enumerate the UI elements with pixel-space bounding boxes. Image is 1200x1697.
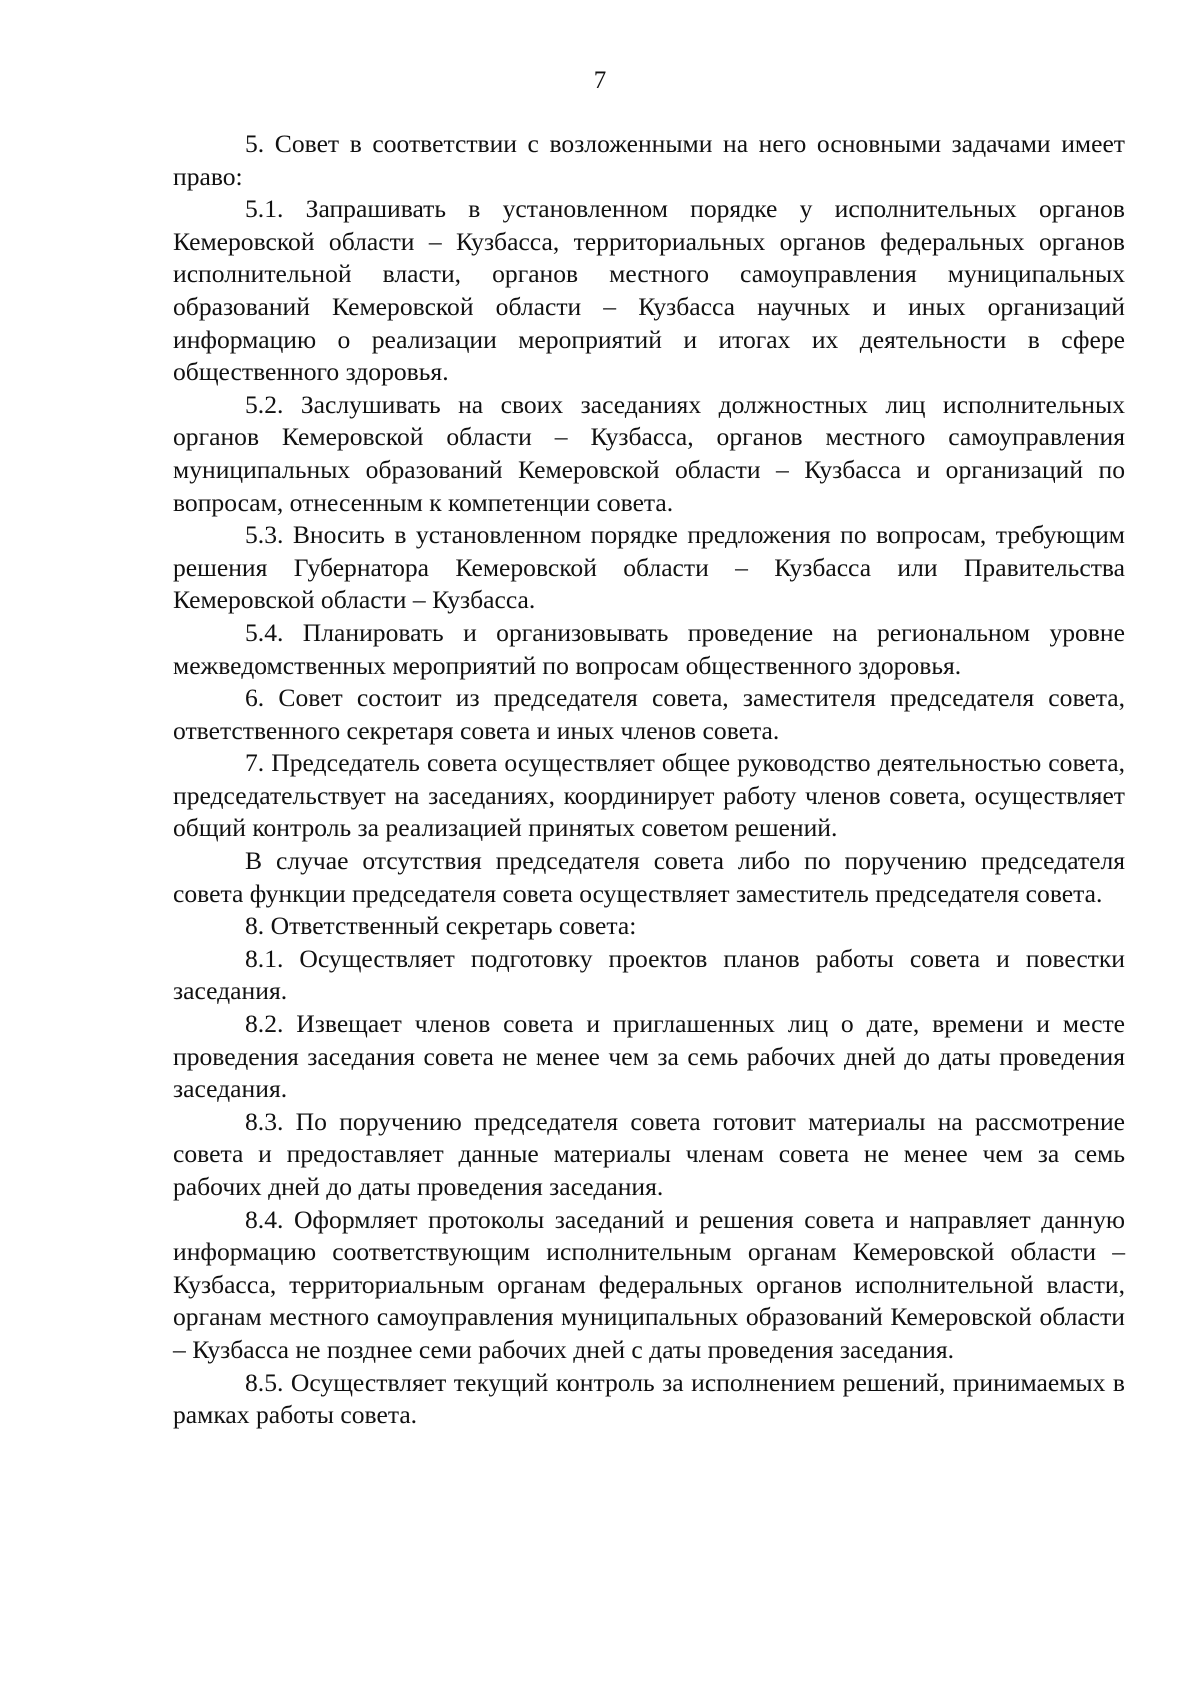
paragraph-8: 8. Ответственный секретарь совета: <box>245 911 637 941</box>
paragraph-7: 7. Председатель совета осуществляет общее руководство деятельностью совета, председательствует на заседаниях, координирует работу членов совета, осуществляет общий контроль за реализацией принятых советом решений. <box>173 748 1125 843</box>
paragraph-8-2: 8.2. Извещает членов совета и приглашенных лиц о дате, времени и месте проведения заседания совета не менее чем за семь рабочих дней до даты проведения заседания. <box>173 1009 1125 1104</box>
paragraph-8-1: 8.1. Осуществляет подготовку проектов планов работы совета и повестки заседания. <box>173 943 1125 1006</box>
paragraph-5-4: 5.4. Планировать и организовывать проведение на региональном уровне межведомственных мероприятий по вопросам общественного здоровья. <box>173 617 1125 680</box>
document-body <box>173 128 1125 1432</box>
paragraph-8-4: 8.4. Оформляет протоколы заседаний и решения совета и направляет данную информацию соответствующим исполнительным органам Кемеровской области – Кузбасса, территориальным органам федеральных органов исполнительной власти, органам местного самоуправления муниципальных образований Кемеровской области – Кузбасса не позднее семи рабочих дней с даты проведения заседания. <box>173 1204 1125 1364</box>
paragraph-5-2: 5.2. Заслушивать на своих заседаниях должностных лиц исполнительных органов Кемеровской области – Кузбасса, органов местного самоуправления муниципальных образований Кемеровской области – Кузбасса и организаций по вопросам, отнесенным к компетенции совета. <box>173 389 1125 517</box>
paragraph-7-absence: В случае отсутствия председателя совета либо по поручению председателя совета функции председателя совета осуществляет заместитель председателя совета. <box>173 846 1125 908</box>
paragraph-5-1: 5.1. Запрашивать в установленном порядке у исполнительных органов Кемеровской области – Кузбасса, территориальных органов федеральных органов исполнительной власти, органов местного самоуправления муниципальных образований Кемеровской области – Кузбасса научных и иных организаций информацию о реализации мероприятий и итогах их деятельности в сфере общественного здоровья. <box>173 194 1125 387</box>
paragraph-5-3: 5.3. Вносить в установленном порядке предложения по вопросам, требующим решения Губернатора Кемеровской области – Кузбасса или Правительства Кемеровской области – Кузбасса. <box>173 520 1125 615</box>
paragraph-8-3: 8.3. По поручению председателя совета готовит материалы на рассмотрение совета и предоставляет данные материалы членам совета не менее чем за семь рабочих дней до даты проведения заседания. <box>173 1106 1125 1201</box>
paragraph-6: 6. Совет состоит из председателя совета, заместителя председателя совета, ответственного секретаря совета и иных членов совета. <box>173 683 1125 745</box>
paragraph-5: 5. Совет в соответствии с возложенными на него основными задачами имеет право: <box>173 129 1125 191</box>
paragraph-8-5: 8.5. Осуществляет текущий контроль за исполнением решений, принимаемых в рамках работы совета. <box>173 1367 1125 1430</box>
page-number: 7 <box>593 67 607 94</box>
